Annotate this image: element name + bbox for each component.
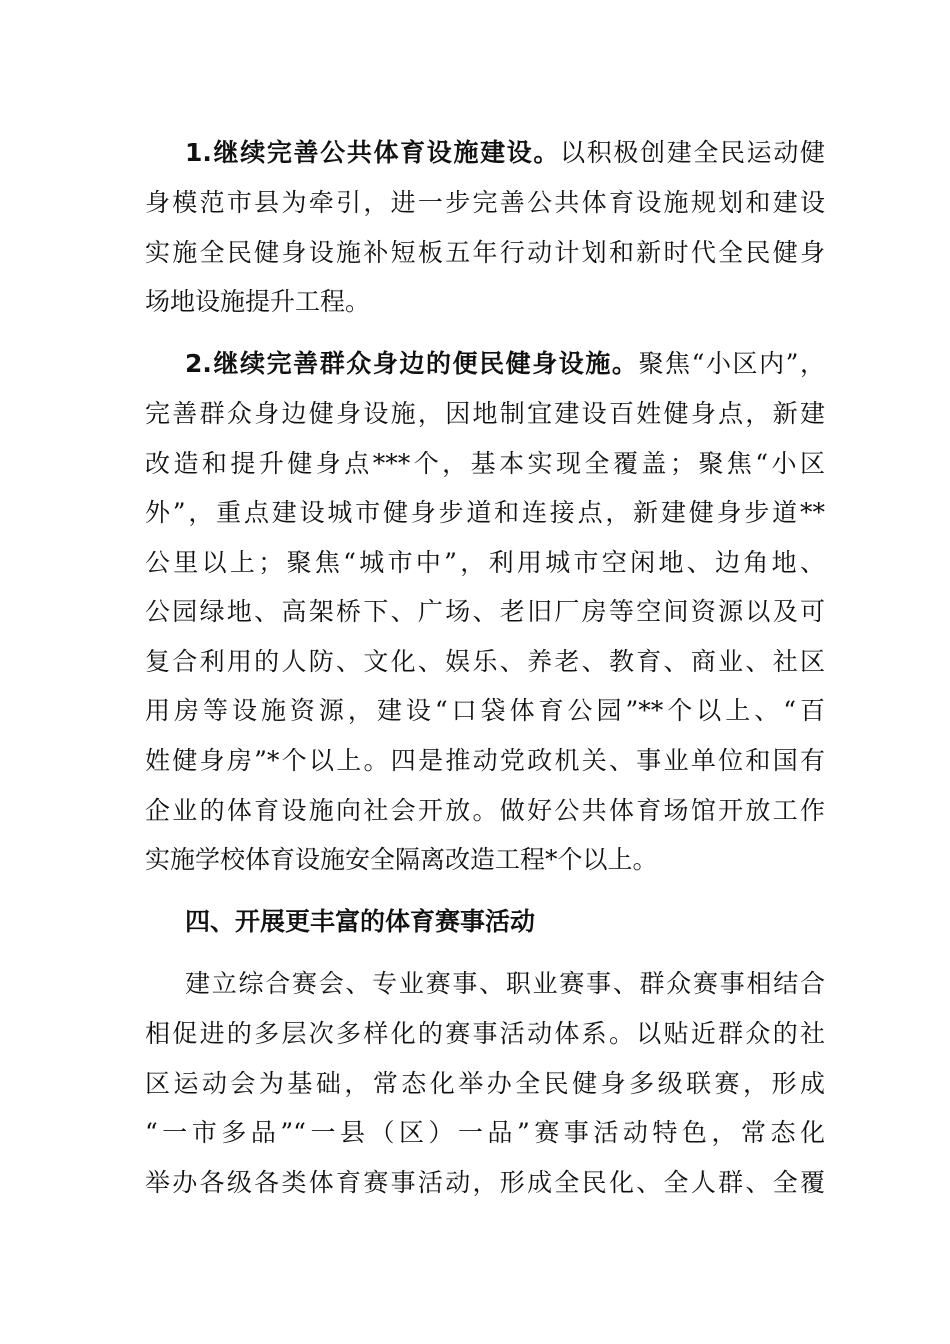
item2-line6: 公园绿地、高架桥下、广场、老旧厂房等空间资源以及可 [145,597,825,626]
item1-line3: 实施全民健身设施补短板五年行动计划和新时代全民健身 [145,238,825,267]
section-heading: 四、开展更丰富的体育赛事活动 [185,907,536,936]
item2-line1 [185,347,825,381]
item2-line7: 复合利用的人防、文化、娱乐、养老、教育、商业、社区 [145,647,825,676]
item2-line4: 外”，重点建设城市健身步道和连接点，新建健身步道** [145,498,825,527]
section4-line5: 举办各级各类体育赛事活动，形成全民化、全人群、全覆 [145,1168,825,1197]
item2-line8: 用房等设施资源，建设“口袋体育公园”**个以上、“百 [145,696,825,725]
section4-line4: “一市多品”“一县（区）一品”赛事活动特色，常态化 [145,1118,825,1147]
item1-line2: 身模范市县为牵引，进一步完善公共体育设施规划和建设 [145,188,825,217]
item2-line5: 公里以上；聚焦“城市中”，利用城市空闲地、边角地、 [145,548,825,577]
item2-line3: 改造和提升健身点***个，基本实现全覆盖；聚焦“小区 [145,449,825,478]
item2-line2: 完善群众身边健身设施，因地制宜建设百姓健身点，新建 [145,399,825,428]
item1-title: 1.继续完善公共体育设施建设。 [185,138,561,167]
item1-line1 [185,136,825,170]
section4-line3: 区运动会为基础，常态化举办全民健身多级联赛，形成 [145,1069,825,1098]
item2-line11: 实施学校体育设施安全隔离改造工程*个以上。 [145,845,658,874]
section4-line1: 建立综合赛会、专业赛事、职业赛事、群众赛事相结合 [185,969,825,998]
item2-line9: 姓健身房”*个以上。四是推动党政机关、事业单位和国有 [145,746,825,775]
item1-line1-text: 以积极创建全民运动健 [560,138,825,167]
item2-title: 2.继续完善群众身边的便民健身设施。 [185,349,639,378]
section4-line2: 相促进的多层次多样化的赛事活动体系。以贴近群众的社 [145,1019,825,1048]
item2-line10: 企业的体育设施向社会开放。做好公共体育场馆开放工作 [145,796,825,825]
item2-line1-text: 聚焦“小区内”， [638,349,825,378]
item1-line4: 场地设施提升工程。 [145,287,371,316]
